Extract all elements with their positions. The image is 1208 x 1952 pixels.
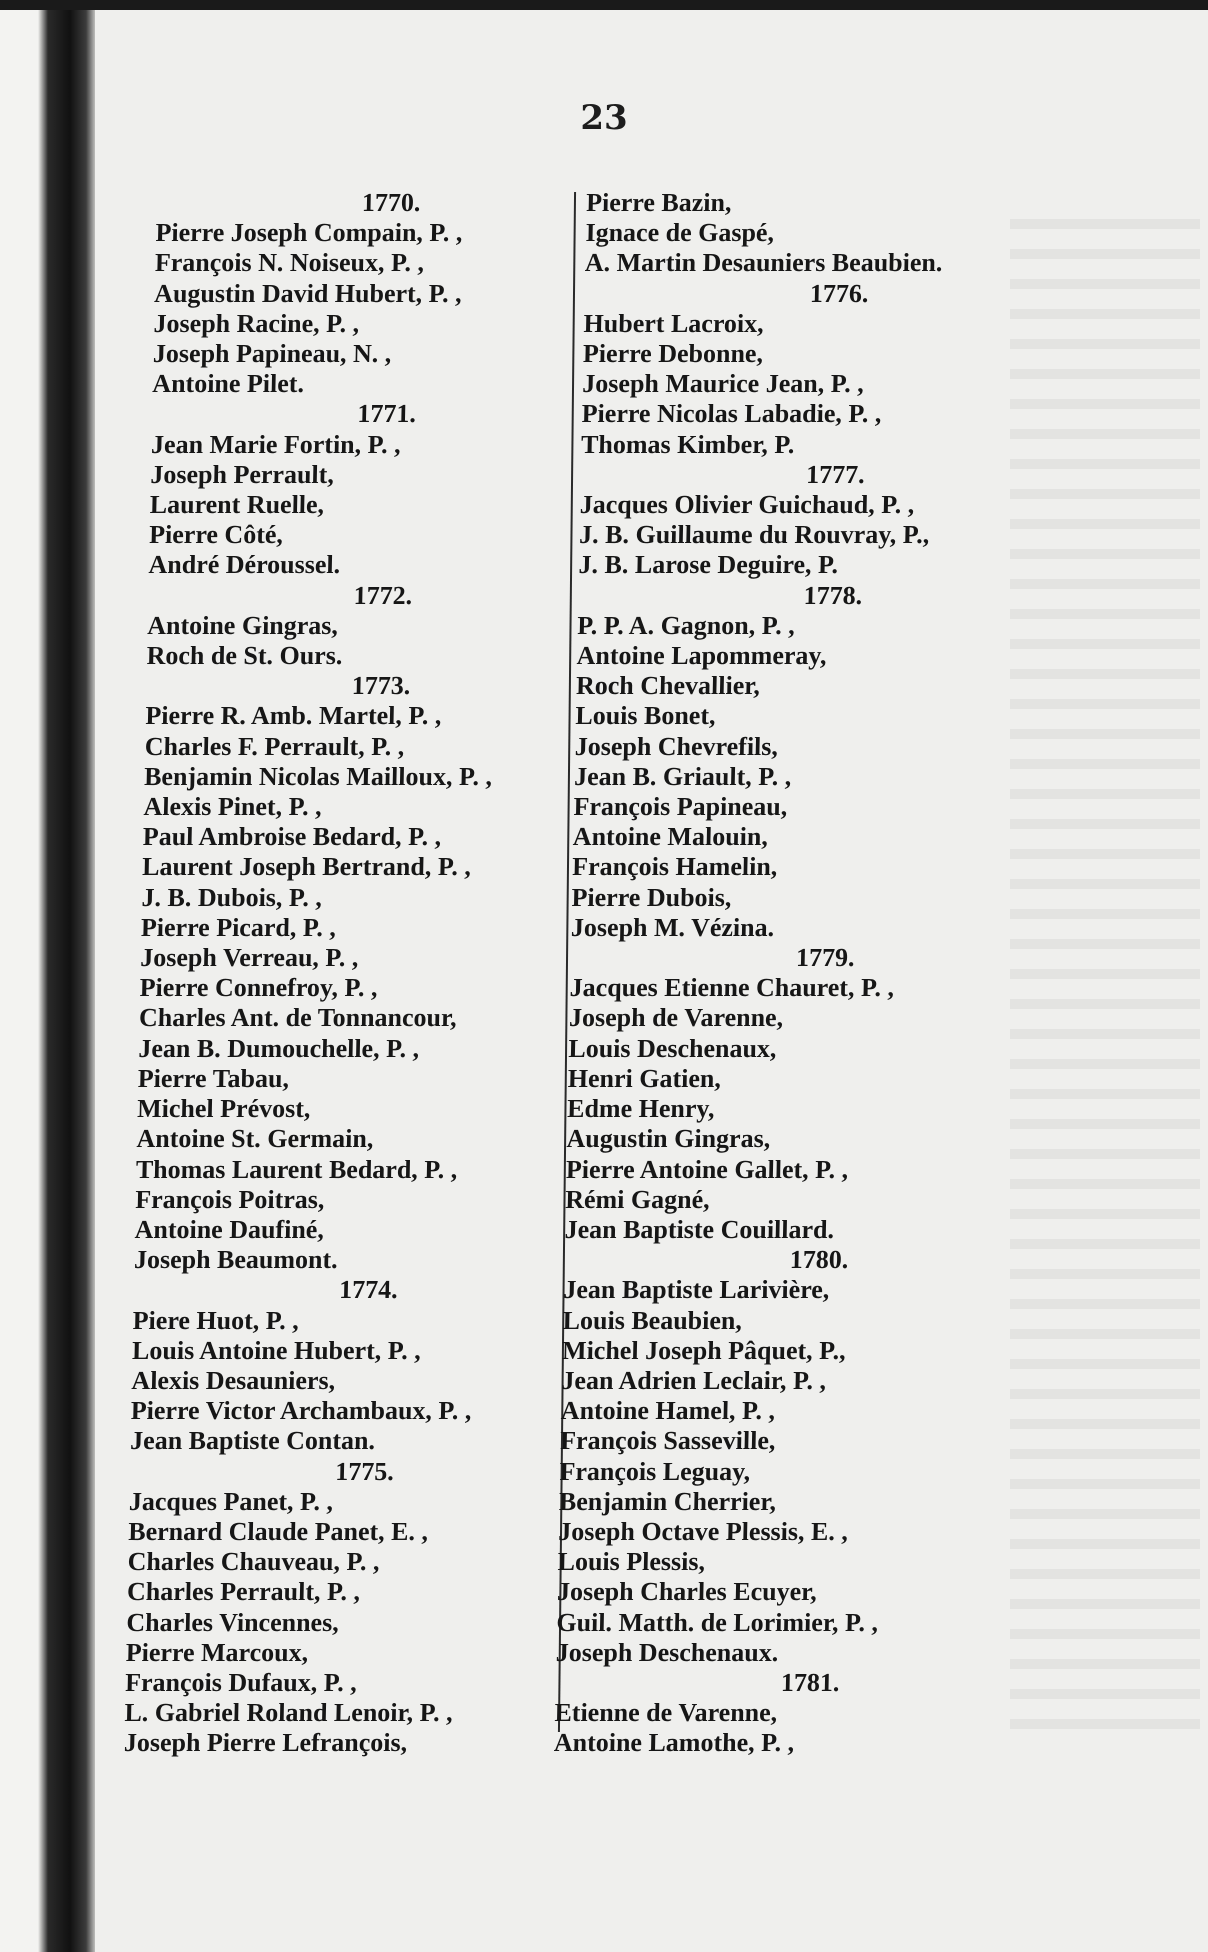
name-entry: Joseph Racine, P. ,: [153, 308, 360, 338]
name-entry: Louis Bonet,: [575, 701, 716, 731]
name-entry: Joseph M. Vézina.: [570, 912, 775, 942]
name-entry: P. P. A. Gagnon, P. ,: [576, 610, 796, 640]
name-entry: Etienne de Varenne,: [554, 1698, 778, 1728]
name-entry: Alexis Pinet, P. ,: [143, 792, 322, 822]
name-entry: Joseph Deschenaux.: [555, 1637, 779, 1667]
name-entry: Alexis Desauniers,: [131, 1365, 336, 1395]
name-entry: Roch de St. Ours.: [146, 641, 343, 671]
year-heading: 1776.: [809, 278, 869, 308]
name-entry: Laurent Joseph Bertrand, P. ,: [141, 852, 472, 882]
name-entry: Pierre Antoine Gallet, P. ,: [565, 1154, 849, 1184]
name-entry: Jacques Etienne Chauret, P. ,: [569, 973, 895, 1003]
name-entry: Jean Marie Fortin, P. ,: [150, 429, 401, 459]
name-entry: Benjamin Nicolas Mailloux, P. ,: [143, 761, 493, 791]
name-entry: Piere Huot, P. ,: [132, 1305, 300, 1335]
name-entry: Louis Beaubien,: [562, 1305, 743, 1335]
page-binding-edge: [0, 10, 95, 1952]
year-heading: 1772.: [353, 580, 413, 610]
year-heading: 1780.: [789, 1245, 849, 1275]
name-entry: Laurent Ruelle,: [149, 490, 325, 520]
right-column: [554, 188, 1037, 1759]
name-entry: Antoine Hamel, P. ,: [560, 1396, 776, 1426]
name-entry: Pierre Marcoux,: [125, 1637, 309, 1667]
name-entry: Antoine Malouin,: [572, 822, 769, 852]
name-entry: Antoine Lamothe, P. ,: [553, 1728, 795, 1758]
name-entry: Joseph Verreau, P. ,: [140, 943, 359, 973]
name-entry: François Poitras,: [134, 1184, 325, 1214]
name-entry: Louis Antoine Hubert, P. ,: [131, 1335, 422, 1365]
name-entry: Joseph Papineau, N. ,: [152, 339, 392, 369]
name-entry: Antoine Lapommeray,: [576, 641, 827, 671]
name-entry: Guil. Matth. de Lorimier, P. ,: [556, 1607, 879, 1637]
name-entry: Joseph Beaumont.: [133, 1245, 339, 1275]
name-entry: Pierre Victor Archambaux, P. ,: [130, 1396, 472, 1426]
name-entry: Jean Baptiste Larivière,: [563, 1275, 830, 1305]
name-entry: Pierre R. Amb. Martel, P. ,: [145, 701, 442, 731]
name-entry: Pierre Joseph Compain, P. ,: [155, 218, 463, 248]
name-entry: Jean Baptiste Couillard.: [564, 1214, 835, 1244]
name-entry: Antoine Daufiné,: [134, 1214, 325, 1244]
name-entry: J. B. Guillaume du Rouvray, P.,: [578, 520, 930, 550]
name-entry: Jean Baptiste Contan.: [129, 1426, 376, 1456]
name-entry: Joseph Perrault,: [150, 459, 335, 489]
name-entry: Michel Prévost,: [136, 1094, 311, 1124]
year-heading: 1774.: [338, 1275, 398, 1305]
name-entry: A. Martin Desauniers Beaubien.: [584, 248, 943, 278]
year-heading: 1779.: [795, 943, 855, 973]
name-entry: François Sasseville,: [559, 1426, 776, 1456]
year-heading: 1778.: [803, 580, 863, 610]
name-entry: Charles Ant. de Tonnancour,: [138, 1003, 458, 1033]
name-entry: Pierre Dubois,: [571, 882, 732, 912]
name-entry: Joseph Pierre Lefrançois,: [123, 1728, 408, 1758]
name-entry: Edme Henry,: [566, 1094, 715, 1124]
name-entry: Rémi Gagné,: [564, 1184, 710, 1214]
name-entry: J. B. Dubois, P. ,: [141, 882, 323, 912]
name-entry: Charles Vincennes,: [126, 1607, 340, 1637]
name-entry: Antoine Gingras,: [146, 610, 339, 640]
name-entry: Roch Chevallier,: [575, 671, 761, 701]
name-entry: Joseph Charles Ecuyer,: [556, 1577, 818, 1607]
left-column: [124, 188, 587, 1759]
name-entry: Michel Joseph Pâquet, P.,: [561, 1335, 847, 1365]
name-entry: Pierre Picard, P. ,: [140, 912, 337, 942]
name-entry: Hubert Lacroix,: [583, 308, 764, 338]
year-heading: 1770.: [361, 188, 421, 217]
name-entry: Benjamin Cherrier,: [558, 1486, 777, 1516]
name-entry: François Hamelin,: [571, 852, 778, 882]
name-entry: Jean B. Griault, P. ,: [573, 761, 792, 791]
name-entry: Thomas Laurent Bedard, P. ,: [135, 1154, 458, 1184]
name-entry: Pierre Debonne,: [582, 339, 764, 369]
bleed-through-text: [1010, 205, 1200, 1745]
name-entry: Charles F. Perrault, P. ,: [144, 731, 405, 761]
name-entry: L. Gabriel Roland Lenoir, P. ,: [124, 1698, 454, 1728]
name-entry: Pierre Tabau,: [137, 1063, 290, 1093]
name-entry: Joseph Octave Plessis, E. ,: [558, 1516, 849, 1546]
name-entry: Thomas Kimber, P.: [580, 429, 795, 459]
name-entry: Augustin David Hubert, P. ,: [153, 278, 463, 308]
name-entry: Jean Adrien Leclair, P. ,: [561, 1365, 827, 1395]
name-entry: François N. Noiseux, P. ,: [154, 248, 425, 278]
page-number: 23: [580, 98, 628, 138]
name-entry: Louis Deschenaux,: [568, 1033, 777, 1063]
year-heading: 1775.: [335, 1456, 395, 1486]
year-heading: 1771.: [357, 399, 417, 429]
year-heading: 1777.: [805, 459, 866, 489]
name-entry: Charles Perrault, P. ,: [126, 1577, 361, 1607]
name-entry: Joseph Maurice Jean, P. ,: [582, 369, 865, 399]
name-entry: Antoine Pilet.: [152, 369, 305, 399]
name-entry: Pierre Côté,: [148, 520, 284, 550]
name-entry: Charles Chauveau, P. ,: [127, 1547, 380, 1577]
name-entry: François Leguay,: [559, 1456, 751, 1486]
name-entry: Antoine St. Germain,: [136, 1124, 374, 1154]
name-entry: Jean B. Dumouchelle, P. ,: [138, 1033, 420, 1063]
name-entry: François Dufaux, P. ,: [124, 1667, 358, 1697]
name-entry: Pierre Bazin,: [585, 188, 732, 217]
name-entry: Jacques Olivier Guichaud, P. ,: [579, 490, 915, 520]
name-entry: Pierre Nicolas Labadie, P. ,: [581, 399, 882, 429]
year-heading: 1773.: [351, 671, 411, 701]
name-entry: Joseph Chevrefils,: [574, 731, 779, 761]
name-entry: Augustin Gingras,: [566, 1124, 771, 1154]
year-heading: 1781.: [780, 1667, 840, 1697]
name-entry: Henri Gatien,: [567, 1063, 722, 1093]
name-entry: J. B. Larose Deguire, P.: [578, 550, 839, 580]
name-entry: Paul Ambroise Bedard, P. ,: [142, 822, 442, 852]
name-entry: François Papineau,: [573, 792, 788, 822]
name-entry: André Déroussel.: [148, 550, 341, 580]
name-entry: Pierre Connefroy, P. ,: [139, 973, 378, 1003]
name-entry: Joseph de Varenne,: [568, 1003, 784, 1033]
name-entry: Ignace de Gaspé,: [585, 218, 775, 248]
name-entry: Louis Plessis,: [557, 1547, 706, 1577]
name-entry: Jacques Panet, P. ,: [128, 1486, 334, 1516]
book-page: [0, 10, 1208, 1952]
name-entry: Bernard Claude Panet, E. ,: [128, 1516, 429, 1546]
